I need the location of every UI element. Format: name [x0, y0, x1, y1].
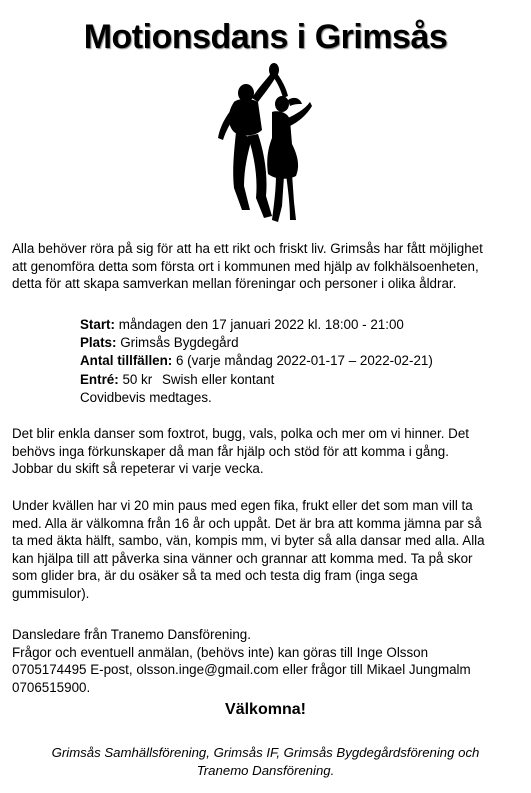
evening-line: gummisulor). [12, 585, 90, 601]
intro-line: detta för att skapa samverkan mellan föreningar och personer i olika åldrar. [12, 276, 457, 292]
organizers-footer [0, 744, 531, 780]
entry-row [80, 371, 510, 389]
covid-note: Covidbevis medtages. [80, 389, 212, 405]
sessions-label: Antal tillfällen: [80, 353, 173, 369]
entry-payment: Swish eller kontant [161, 371, 275, 387]
dancing-couple-icon [212, 60, 312, 225]
intro-paragraph [12, 240, 517, 293]
start-value: måndagen den 17 januari 2022 kl. 18:00 - 21:00 [118, 317, 404, 332]
entry-value: 50 kr [122, 371, 153, 387]
sessions-row [80, 352, 510, 370]
evening-line: kan hjälpa till att påverka sina vänner och grannar att komma med. Ta på skor [12, 550, 473, 566]
dances-line: Det blir enkla danser som foxtrot, bugg, vals, polka och mer om vi hinner. Det [12, 426, 469, 441]
evening-line: med. Alla är välkomna från 16 år och uppåt. Det är bra att komma jämna par så [12, 515, 482, 531]
intro-line: Alla behöver röra på sig för att ha ett rikt och friskt liv. Grimsås har fått möjlighet [12, 241, 483, 256]
evening-paragraph [12, 497, 517, 603]
intro-line: att genomföra detta som första ort i kommunen med hjälp av folkhälsoenheten, [12, 258, 479, 274]
page-title: Motionsdans i Grimsås [83, 18, 448, 56]
place-value: Grimsås Bygdegård [120, 335, 239, 351]
contact-line: Frågor och eventuell anmälan, (behövs inte) kan göras till Inge Olsson [12, 644, 429, 660]
footer-line: Tranemo Dansförening. [196, 763, 335, 778]
event-details [80, 316, 510, 407]
footer-line: Grimsås Samhällsförening, Grimsås IF, Grimsås Bygdegårdsförening och [51, 745, 480, 760]
evening-line: Under kvällen har vi 20 min paus med egen fika, frukt eller det som man vill ta [12, 498, 473, 513]
contact-paragraph [12, 626, 517, 696]
place-label: Plats: [80, 335, 117, 351]
sessions-value: 6 (varje måndag 2022-01-17 – 2022-02-21) [176, 353, 433, 369]
place-row [80, 334, 510, 352]
evening-line: ta med äkta hälft, sambo, vän, kompis mm, vi byter så alla dansar med alla. Alla [12, 533, 485, 549]
start-label: Start: [80, 317, 115, 332]
evening-line: som glider bra, är du osäker så ta med och testa dig fram (inga sega [12, 568, 418, 584]
start-row [80, 316, 510, 334]
dances-line: behövs inga förkunskaper då man får hjälp och stöd för att komma i gång. [12, 443, 449, 459]
entry-label: Entré: [80, 371, 119, 387]
contact-line: 0706515900. [12, 679, 91, 695]
welcome-text: Välkomna! [225, 701, 306, 718]
contact-line: 0705174495 E-post, olsson.inge@gmail.com eller frågor till Mikael Jungmalm [12, 662, 471, 678]
dances-paragraph [12, 425, 517, 478]
dances-line: Jobbar du skift så repeterar vi varje vecka. [12, 461, 264, 477]
contact-line: Dansledare från Tranemo Dansförening. [12, 627, 251, 642]
